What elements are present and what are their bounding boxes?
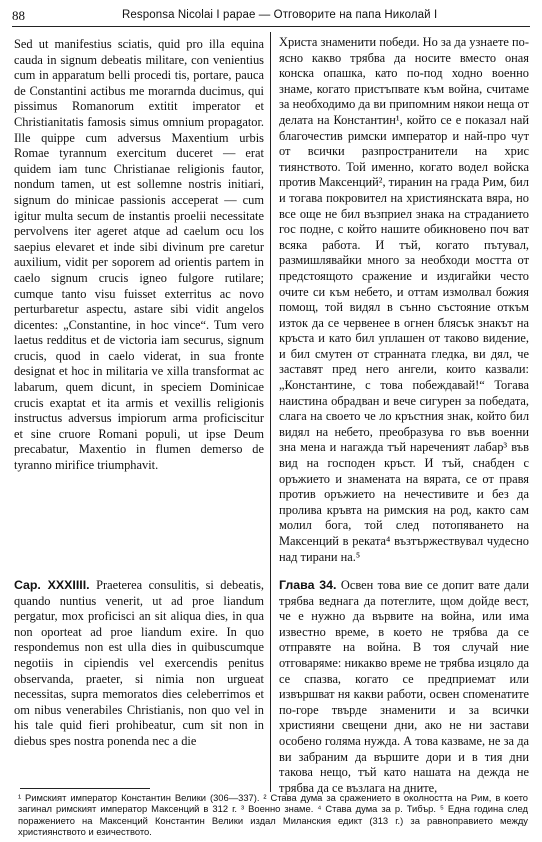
latin-chapter-text: Praeterea consulitis, si debeatis, quando nuntius venerit, ut ad proe liandum pergatur, mox proficisci an sit aliqua dies, in qua non oporteat ad proe liandum exire. In quo respondemus non est ulla dies in quibuscumque negotiis in cipiendis vel exercendis penitus observanda, praeter, si nimia non urgueat necessitas, supra memoratos dies celeberrimos et om nibus venerabiles Christianis, non quo vel in his tale quid fieri prohibeatur, cum sit non in diebus spes nostra ponenda nec a die bbox=[14, 578, 264, 748]
latin-chapter-paragraph bbox=[14, 578, 264, 750]
footnote-separator bbox=[20, 788, 150, 789]
footnote-text: ¹ Римският император Константин Велики (306—337). ² Става дума за сражението в околността на Рим, в което загинал римският император Максенций в 312 г. ³ Военно знаме. ⁴ Става дума за р. Тибър. ⁵ Една година след поражението на Максенций Константин Велики издал Миланския едикт (313 г.) за равноправието между християнството и езичеството. bbox=[18, 792, 528, 838]
bulgarian-column-top bbox=[279, 35, 529, 565]
bulgarian-chapter-text: Освен това вие се допит вате дали трябва веднага да потеглите, щом дойде вест, че е нужно да вървите на война, или има известно време, в което не трябва да се отправяте на война. В тоя случай ние отговаряме: никакво време не трябва изцяло да се спазва, когато се предприемат или извършват ня какви работи, освен споменатите по-горе твърде знаменити и за всички християни свещени дни, ако не ни застави особено голяма нужда. А това казваме, не за да ви забраним да вършите дори и в тия дни такова нещо, тъй като нашата на дежда не трябва да се възлага на дните, bbox=[279, 578, 529, 795]
page-header bbox=[12, 8, 530, 27]
bulgarian-chapter-label: Глава 34. bbox=[279, 578, 337, 592]
running-title: Responsa Nicolai I papae — Отговорите на папа Николай I bbox=[122, 9, 438, 21]
page-number: 88 bbox=[12, 8, 25, 23]
footnotes bbox=[18, 792, 528, 838]
column-divider bbox=[270, 32, 271, 792]
bulgarian-column-chapter bbox=[279, 578, 529, 796]
bulgarian-chapter-paragraph bbox=[279, 578, 529, 796]
latin-column-chapter bbox=[14, 578, 264, 750]
bulgarian-paragraph: Христа знаменити победи. Но за да узнаете по-ясно какво трябва да носите вместо оная конска опашка, като по-под ходно военно знаме, когато пристъпвате към война, считаме за необходимо да ви припомним някои неща от делата на Константин¹, който се е показал най благочестив римски император и най-про чут от всички разпространители на хрис тиянството. Той именно, когато водел войска против Максенций², тиранин на града Рим, бил и тогава покровител на християнската вяра, но все още не бил възприел знака на страданието гос подне, с който нашите обикновено поч ват всяка работа. И тъй, когато пътувал, размишлявайки много за необходи мостта от предстоящото сражение и издигайки често очите си към небето, и оттам измолвал божия помощ, той видял в сънно състояние откъм изток да се червенее в огнен блясък знакът на кръста и като бил уплашен от таково видение, и бил смутен от странната гледка, ви дял, че заставят пред него ангели, които казвали: „Константине, с това побеждавай!“ Тогава наистина обрадван и вече сигурен за победата, слага на своето че ло кръстния знак, който бил видял на небето, преобразува го във военни зна мена и нагажда тъй нареченият лабар³ във вид на господен кръст. И тъй, снабден с оръжието и знамената на вярата, се от правя против оръжието на нечестивите и без да пролива кръвта на римския на род, както сам молил бога, той след потопяването на Максенций в реката⁴ възтържествувал чудесно над тирани на.⁵ bbox=[279, 35, 529, 564]
latin-column-top bbox=[14, 37, 264, 474]
latin-paragraph: Sed ut manifestius sciatis, quid pro illa equina cauda in signum debeatis militare, con venientius cum in apparatum belli procedi tis, portare, pauca de Constantini actibus me morarnda ducimus, qui pissimus Romanorum extitit imperator et Christianitatis famosis simus omnium propagator. Ille quippe cum adversus Maxentium urbis Romae tyrannum exercitum duceret — erat quidem iam tunc Christianae religionis fautor, nondum tamen, ut est sollemne nostris initiari, signum do minicae passionis acceperat — cum igitur multa secum de instantis proelii necessitate pervolvens iter ageret atque ad caelum ocu los saepius elevaret et inde sibi divinum pre caretur auxilium, vidit per soporem ad orientis partem in caelo signum crucis igneo fulgore rutilare; cumque tanto visu fuisset exterritus ac novo perturbaretur aspectu, astare sibi vidit angelos dicentes: „Constantine, in hoc vince“. Tum vero laetus redditus et de victoria iam securus, signum crucis, quod in caelo viderat, in sua fronte designat et hoc in militaria ve xilla transformat ac labarum, quem dicunt, in speciem Dominicae crucis exaptat et ita armis et vexillis religionis instructus adversus impiorum arma proficiscitur et sine cruore Romani populi, ut ipse Deum precabatur, Maxentio in flumen demerso de tyranno mirifice triumphavit. bbox=[14, 37, 264, 473]
latin-chapter-label: Cap. XXXIIII. bbox=[14, 578, 90, 592]
